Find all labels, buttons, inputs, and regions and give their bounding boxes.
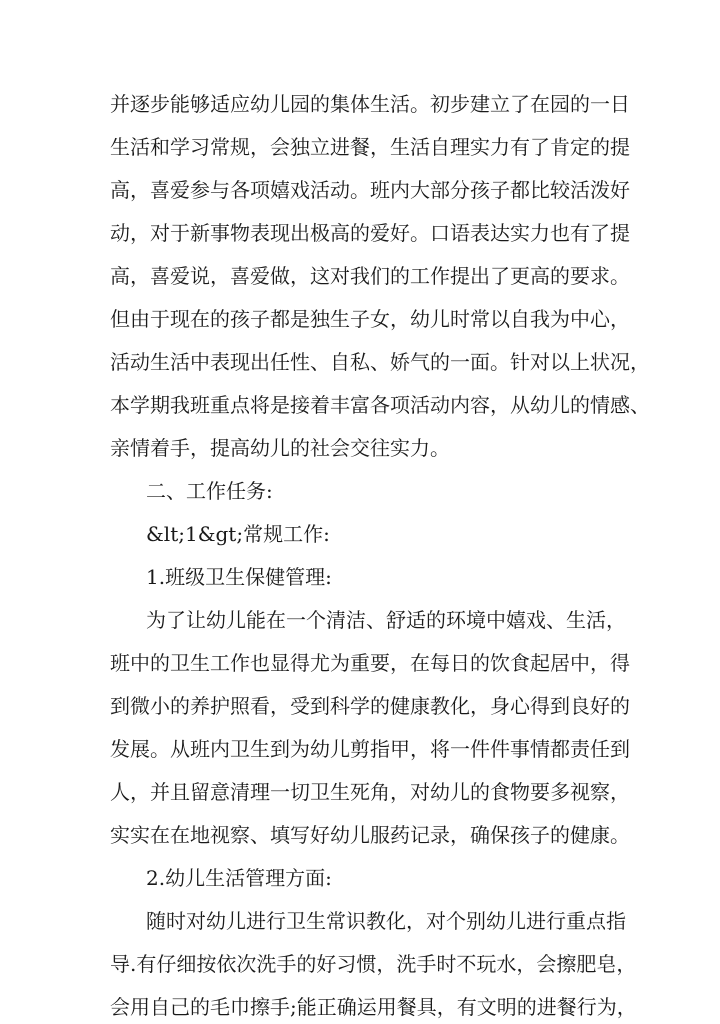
item-heading: 1.班级卫生保健管理: [146,565,332,589]
paragraph-line: 但由于现在的孩子都是独生子女，幼儿时常以自我为中心， [110,307,630,331]
paragraph-line: 为了让幼儿能在一个清洁、舒适的环境中嬉戏、生活， [146,608,626,632]
paragraph-line: 动，对于新事物表现出极高的爱好。口语表达实力也有了提 [110,221,630,245]
paragraph-line: 随时对幼儿进行卫生常识教化，对个别幼儿进行重点指 [146,909,626,933]
paragraph-line: 人，并且留意清理一切卫生死角，对幼儿的食物要多视察， [110,780,630,804]
paragraph-line: 生活和学习常规，会独立进餐，生活自理实力有了肯定的提 [110,135,630,159]
paragraph-line: 发展。从班内卫生到为幼儿剪指甲，将一件件事情都责任到 [110,737,630,761]
paragraph-line: 本学期我班重点将是接着丰富各项活动内容，从幼儿的情感、 [110,393,650,417]
paragraph-line: 班中的卫生工作也显得尤为重要，在每日的饮食起居中，得 [110,651,630,675]
paragraph-line: 会用自己的毛巾擦手;能正确运用餐具，有文明的进餐行为， [110,995,637,1019]
item-heading: 2.幼儿生活管理方面: [146,866,332,890]
paragraph-line: 并逐步能够适应幼儿园的集体生活。初步建立了在园的一日 [110,92,630,116]
paragraph-line: 高，喜爱说，喜爱做，这对我们的工作提出了更高的要求。 [110,264,630,288]
paragraph-line: 到微小的养护照看，受到科学的健康教化，身心得到良好的 [110,694,630,718]
paragraph-line: 亲情着手，提高幼儿的社会交往实力。 [110,436,450,460]
paragraph-line: 导.有仔细按依次洗手的好习惯，洗手时不玩水，会擦肥皂， [110,952,637,976]
section-heading: 二、工作任务: [146,479,273,503]
subsection-heading: &lt;1&gt;常规工作: [146,522,330,546]
paragraph-line: 高，喜爱参与各项嬉戏活动。班内大部分孩子都比较活泼好 [110,178,630,202]
paragraph-line: 活动生活中表现出任性、自私、娇气的一面。针对以上状况， [110,350,650,374]
paragraph-line: 实实在在地视察、填写好幼儿服药记录，确保孩子的健康。 [110,823,630,847]
